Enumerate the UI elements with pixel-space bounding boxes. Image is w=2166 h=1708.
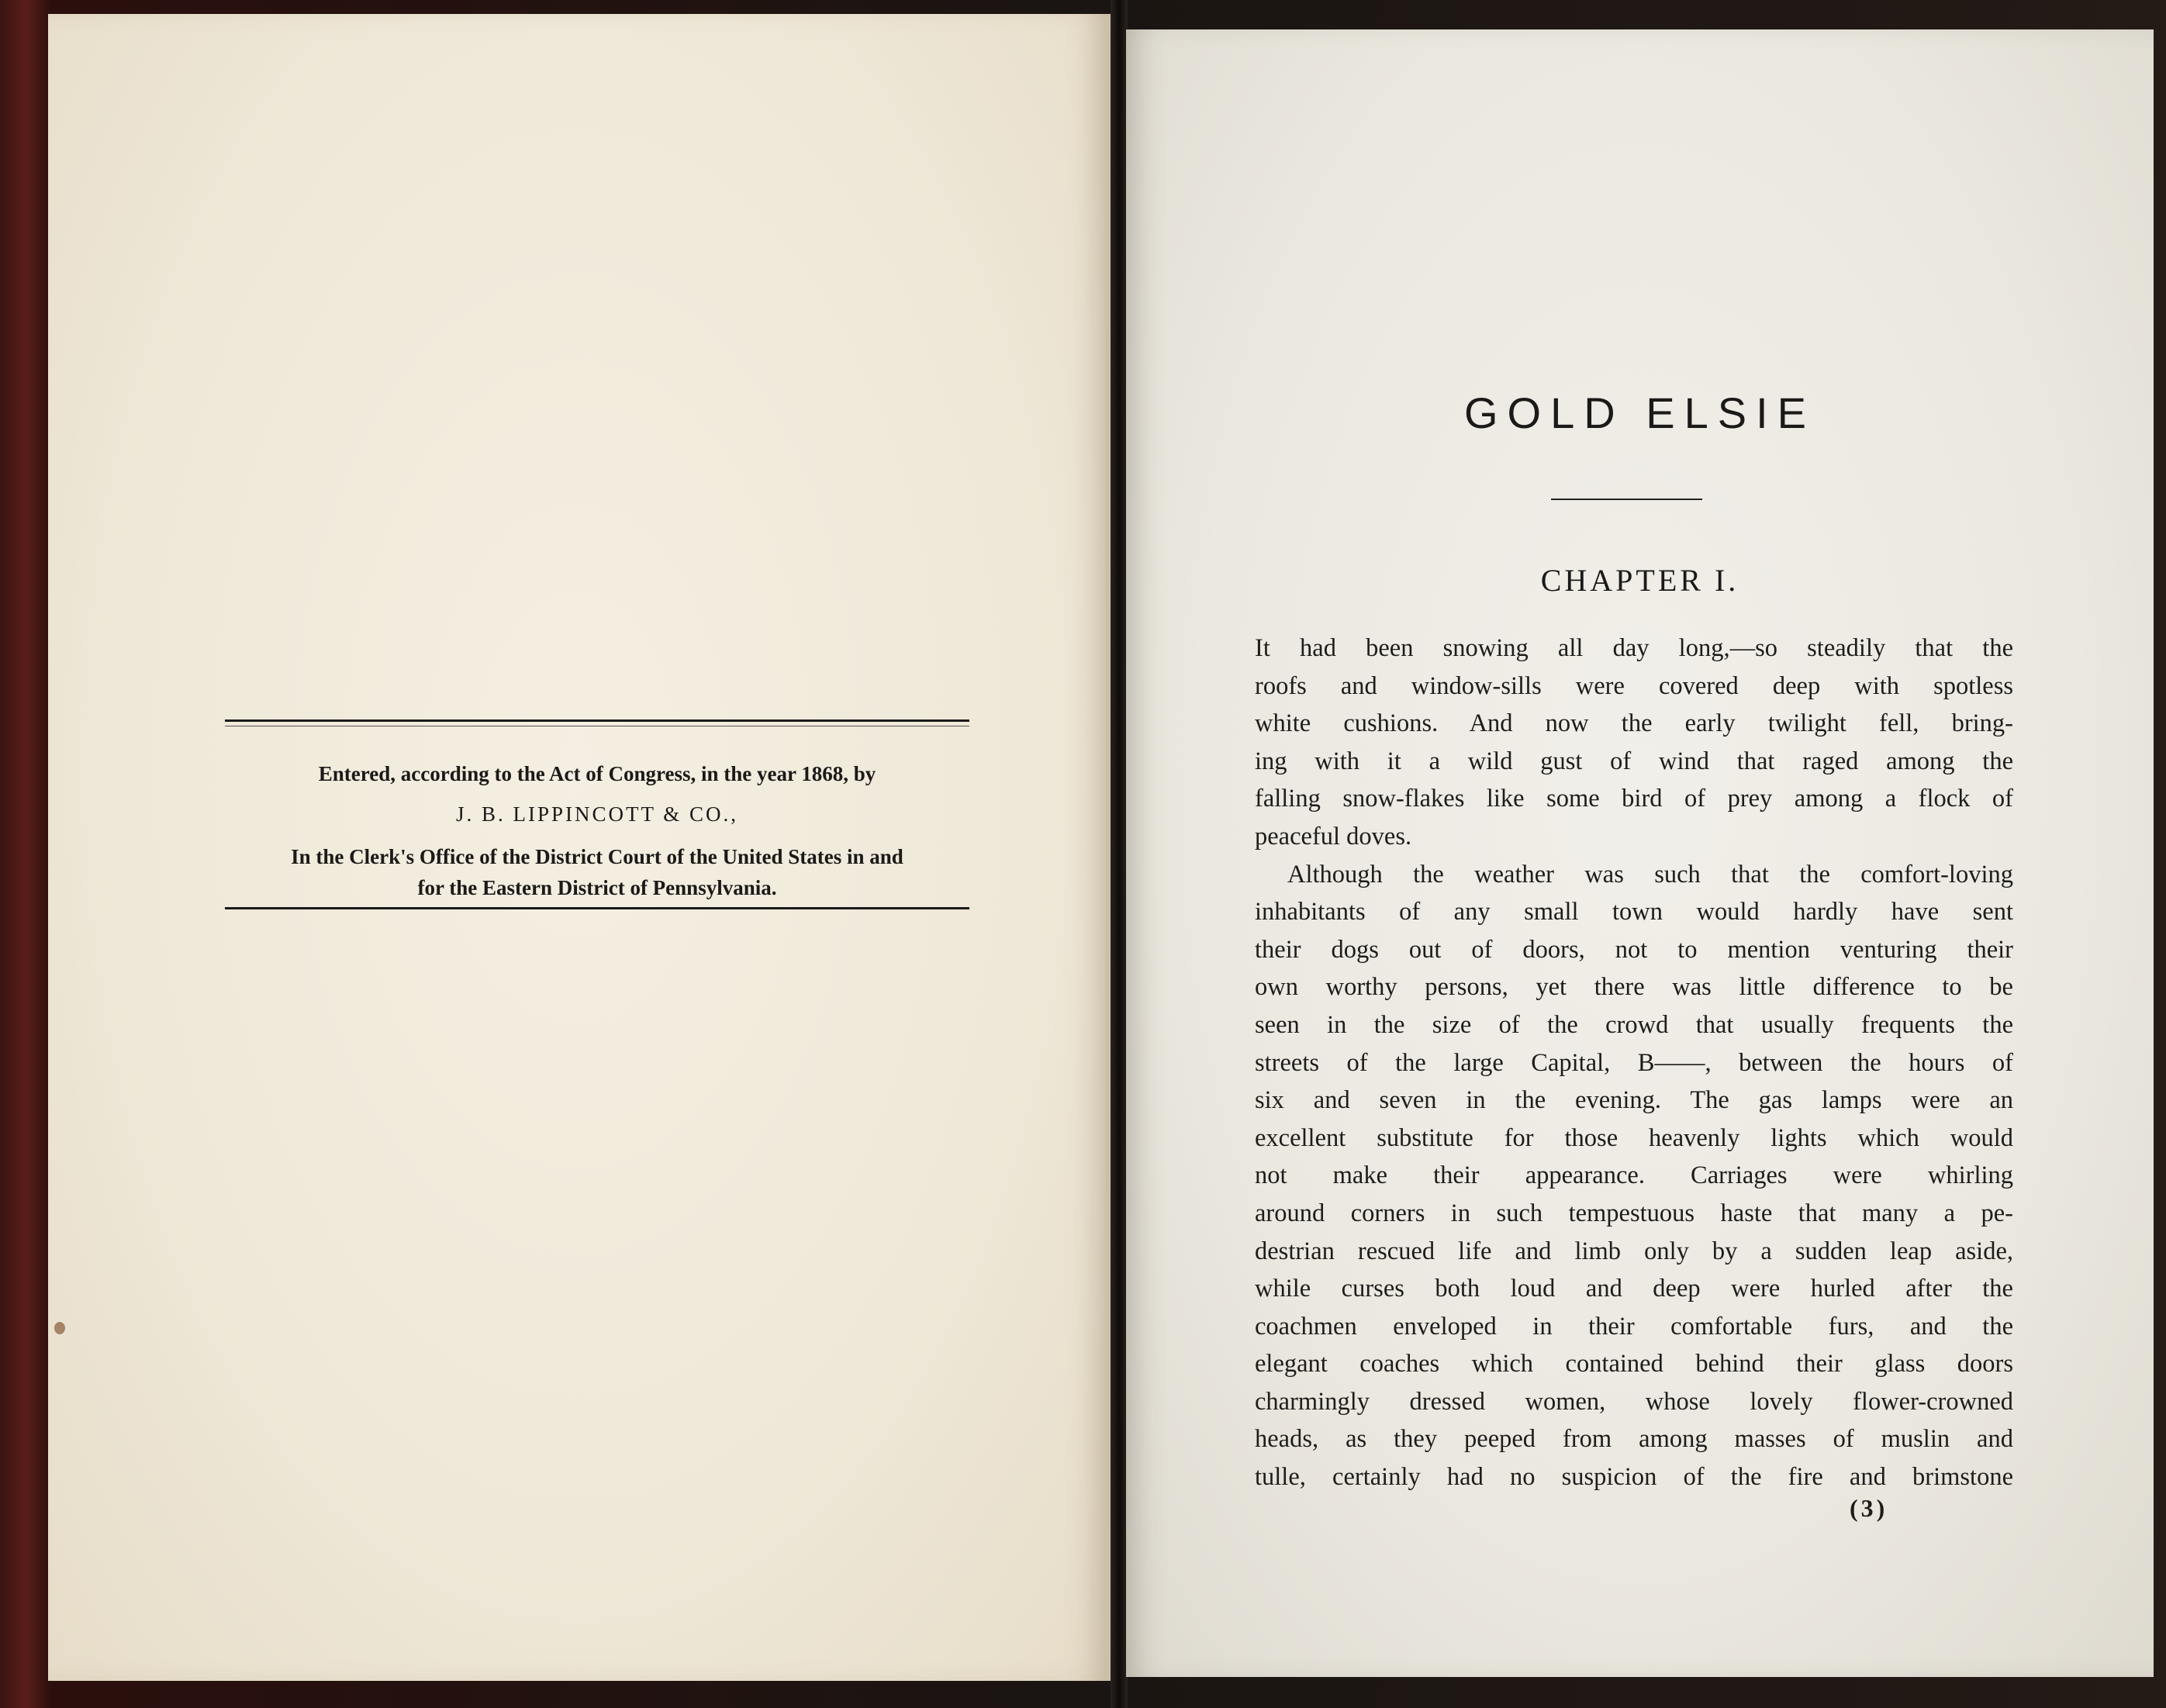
text-line: falling snow-flakes like some bird of prey among a flock of	[1255, 785, 2013, 813]
copyright-bottom-rule	[225, 907, 969, 909]
page-number: (3)	[1850, 1494, 1888, 1522]
text-line: It had been snowing all day long,—so steadily that the	[1255, 634, 2013, 662]
text-line: tulle, certainly had no suspicion of the fire and brimstone	[1255, 1463, 2013, 1492]
text-line: seen in the size of the crowd that usually frequents the	[1255, 1010, 2013, 1039]
text-line: excellent substitute for those heavenly lights which would	[1255, 1123, 2013, 1152]
book-title: GOLD ELSIE	[1463, 388, 1816, 437]
text-line: ing with it a wild gust of wind that raged among the	[1255, 747, 2013, 775]
chapter-text	[1255, 630, 2013, 1496]
text-line: while curses both loud and deep were hurled after the	[1255, 1275, 2013, 1303]
text-line: streets of the large Capital, B——, between the hours of	[1255, 1048, 2013, 1077]
text-line: own worthy persons, yet there was little difference to be	[1255, 973, 2013, 1002]
text-line: peaceful doves.	[1255, 822, 1412, 851]
text-line: white cushions. And now the early twilight fell, bring-	[1255, 709, 2013, 738]
text-line: roofs and window-sills were covered deep with spotless	[1255, 671, 2013, 700]
ink-stain	[54, 1322, 65, 1334]
text-line: around corners in such tempestuous haste that many a pe-	[1255, 1199, 2013, 1227]
text-line: six and seven in the evening. The gas lamps were an	[1255, 1086, 2013, 1115]
copyright-line-4: for the Eastern District of Pennsylvania.	[417, 876, 777, 899]
chapter-heading: CHAPTER I.	[1540, 563, 1739, 598]
text-line: coachmen enveloped in their comfortable furs, and the	[1255, 1312, 2013, 1341]
text-line: charmingly dressed women, whose lovely flower-crowned	[1255, 1387, 2013, 1416]
title-rule	[1551, 499, 1702, 500]
book-gutter	[1111, 0, 1128, 1708]
text-line: inhabitants of any small town would hardly have sent	[1255, 898, 2013, 926]
text-line: elegant coaches which contained behind their glass doors	[1255, 1350, 2013, 1378]
text-line: destrian rescued life and limb only by a sudden leap aside,	[1255, 1237, 2013, 1265]
text-line: not make their appearance. Carriages were whirling	[1255, 1161, 2013, 1190]
copyright-line-1: Entered, according to the Act of Congress, in the year 1868, by	[318, 762, 876, 785]
text-line: Although the weather was such that the comfort-loving	[1287, 860, 2013, 889]
text-line: heads, as they peeped from among masses of muslin and	[1255, 1425, 2013, 1454]
copyright-publisher: J. B. LIPPINCOTT & CO.,	[455, 802, 739, 826]
copyright-line-3: In the Clerk's Office of the District Court of the United States in and	[291, 845, 903, 868]
text-line: their dogs out of doors, not to mention venturing their	[1255, 935, 2013, 964]
